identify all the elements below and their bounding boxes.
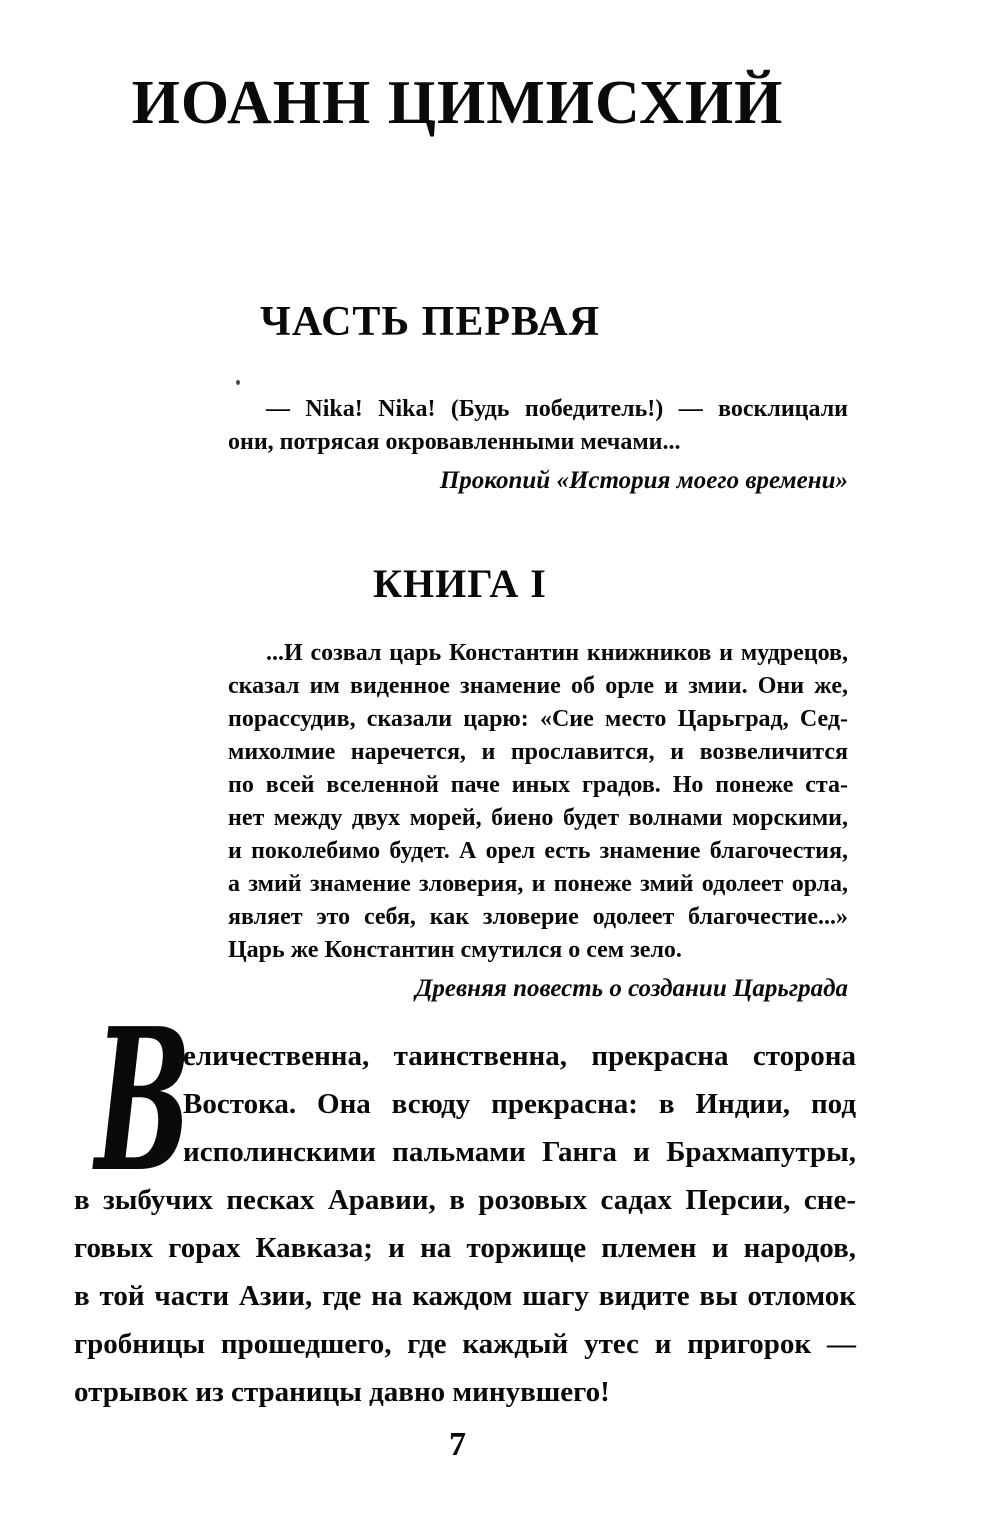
text-line: говых горах Кавказа; и на торжище племен и народов, bbox=[74, 1232, 856, 1264]
book-epigraph-attribution: Древняя повесть о создании Царьграда bbox=[415, 975, 848, 1002]
text-line: в зыбучих песках Аравии, в розовых садах Персии, сне- bbox=[74, 1184, 856, 1216]
book-heading: КНИГА I bbox=[373, 561, 547, 606]
part-epigraph-lines bbox=[228, 393, 848, 459]
part-epigraph-attribution: Прокопий «История моего времени» bbox=[439, 467, 848, 494]
text-line: еличественна, таинственна, прекрасна сторона bbox=[183, 1040, 856, 1072]
book-title: ИОАНН ЦИМИСХИЙ bbox=[131, 69, 784, 137]
text-line: отрывок из страницы давно минувшего! bbox=[74, 1376, 610, 1408]
body-paragraph-lines bbox=[74, 1032, 856, 1416]
book-epigraph bbox=[228, 637, 848, 1005]
text-line: Царь же Константин смутился о сем зело. bbox=[228, 937, 682, 963]
text-line: исполинскими пальмами Ганга и Брахмапутры, bbox=[183, 1136, 856, 1168]
text-line: в той части Азии, где на каждом шагу видите вы отломок bbox=[74, 1280, 856, 1312]
text-line: Востока. Она всюду прекрасна: в Индии, под bbox=[183, 1088, 856, 1120]
scan-artifact-dot bbox=[236, 380, 240, 385]
part-epigraph bbox=[228, 393, 848, 497]
part-heading: ЧАСТЬ ПЕРВАЯ bbox=[260, 299, 601, 345]
text-line: — Nika! Nika! (Будь победитель!) — восклицали bbox=[266, 396, 848, 422]
text-line: нет между двух морей, биено будет волнами морскими, bbox=[228, 805, 848, 831]
text-line: ...И созвал царь Константин книжников и мудрецов, bbox=[266, 640, 848, 666]
text-line: гробницы прошедшего, где каждый утес и пригорок — bbox=[74, 1328, 856, 1360]
text-line: сказал им виденное знамение об орле и змии. Они же, bbox=[228, 673, 848, 699]
text-line: являет это себя, как зловерие одолеет благочестие...» bbox=[228, 904, 848, 930]
text-line: а змий знамение зловерия, и понеже змий одолеет орла, bbox=[228, 871, 848, 897]
text-line: и поколебимо будет. А орел есть знамение благочестия, bbox=[228, 838, 848, 864]
book-epigraph-lines bbox=[228, 637, 848, 967]
page-number: 7 bbox=[449, 1426, 466, 1463]
text-line: порассудив, сказали царю: «Сие место Царьград, Сед- bbox=[228, 706, 848, 732]
drop-cap-letter: В bbox=[95, 986, 192, 1216]
text-line: михолмие наречется, и прославится, и возвеличится bbox=[228, 739, 848, 765]
drop-cap bbox=[95, 986, 192, 1216]
text-line: по всей вселенной паче иных градов. Но понеже ста- bbox=[228, 772, 848, 798]
text-line: они, потрясая окровавленными мечами... bbox=[228, 429, 681, 455]
